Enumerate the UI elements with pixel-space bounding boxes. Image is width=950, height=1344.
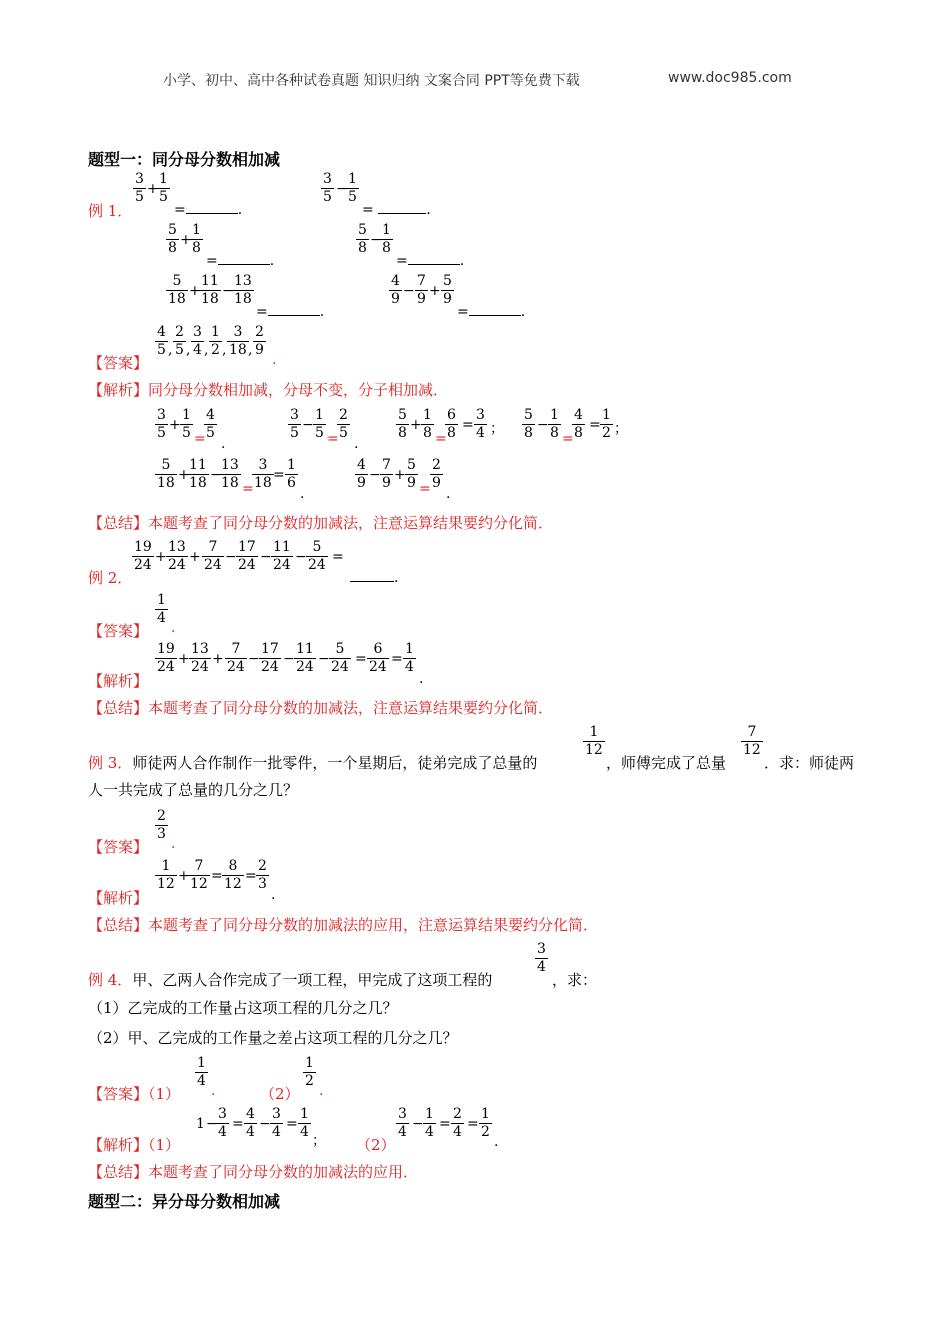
- fraction: 1 5: [159, 171, 168, 205]
- math-operator: = .: [256, 301, 324, 320]
- fraction: 1 5: [182, 407, 191, 441]
- fraction: 4 8: [574, 407, 583, 441]
- fraction: 5 8: [398, 407, 407, 441]
- fraction: 2 4: [453, 1106, 462, 1140]
- fraction: 4 9: [391, 273, 400, 307]
- fraction: 1 5: [348, 171, 357, 205]
- fraction: 11 18: [201, 273, 219, 307]
- fraction: 3 4: [537, 941, 546, 975]
- summary-label: 【总结】: [88, 916, 149, 934]
- math-operator: −: [206, 1116, 218, 1132]
- fraction: 3 5: [290, 407, 299, 441]
- ex4-question-1: （1）乙完成的工作量占这项工程的几分之几？: [88, 999, 398, 1017]
- fraction: 3 18: [229, 324, 247, 358]
- fraction: 4 5: [206, 407, 215, 441]
- fraction: 7 24: [227, 641, 245, 675]
- math-operator: =: [273, 467, 285, 483]
- fraction: 7 12: [743, 724, 761, 758]
- fraction: 6 24: [369, 641, 387, 675]
- fraction: 3 5: [323, 171, 332, 205]
- fraction: 1 8: [192, 222, 201, 256]
- math-operator: .: [271, 887, 276, 903]
- math-operator: = .: [396, 250, 464, 269]
- math-operator: = .: [457, 301, 525, 320]
- math-operator: −: [259, 1116, 271, 1132]
- math-operator: −: [336, 181, 348, 197]
- fraction: 19 24: [134, 539, 152, 573]
- math-operator: =: [211, 868, 223, 884]
- fraction: 7 24: [204, 539, 222, 573]
- fraction: 19 24: [157, 641, 175, 675]
- fraction: 4 5: [157, 324, 166, 358]
- fraction: 7 9: [417, 273, 426, 307]
- math-operator: +: [212, 651, 224, 667]
- fraction: 4 9: [357, 457, 366, 491]
- math-operator: =: [332, 549, 344, 565]
- ex1-answer-fractions: [155, 324, 275, 364]
- math-operator: ,: [222, 342, 227, 358]
- fraction: 13 24: [191, 641, 209, 675]
- math-operator: .: [272, 352, 277, 368]
- math-operator: .: [171, 836, 176, 852]
- math-operator: .: [446, 486, 451, 502]
- header-left: 小学、初中、高中各种试卷真题 知识归纳 文案合同 PPT等免费下载: [163, 73, 580, 89]
- math-operator: −: [318, 651, 330, 667]
- math-operator: =: [391, 651, 403, 667]
- fraction: 1 4: [405, 641, 414, 675]
- fraction: 2 3: [258, 858, 267, 892]
- ex2-solution: [155, 641, 435, 685]
- ex3-line1: 例 3．师徒两人合作制作一批零件，一个星期后，徒弟完成了总量的: [88, 754, 538, 772]
- math-operator: 1: [196, 1116, 205, 1132]
- fraction: 3 4: [218, 1106, 227, 1140]
- fraction: 1 2: [602, 407, 611, 441]
- fraction: 2 9: [255, 324, 264, 358]
- math-operator: −: [403, 283, 415, 299]
- header-url[interactable]: www.doc985.com: [668, 70, 792, 86]
- fraction: 3 4: [398, 1106, 407, 1140]
- fraction: 3 18: [254, 457, 272, 491]
- ex2-summary: 本题考查了同分母分数的加减法，注意运算结果要约分化简．: [148, 699, 554, 717]
- fraction: 1 12: [157, 858, 175, 892]
- fraction: 6 8: [447, 407, 456, 441]
- math-operator: +: [178, 651, 190, 667]
- math-operator: −: [370, 232, 382, 248]
- math-operator: .: [300, 486, 305, 502]
- ex4-summary: 本题考查了同分母分数的加减法的应用．: [148, 1163, 419, 1181]
- fraction: 2 5: [175, 324, 184, 358]
- fraction: 5 8: [168, 222, 177, 256]
- math-operator: ；: [614, 421, 628, 437]
- answer-blank[interactable]: [378, 199, 426, 214]
- fraction: 3 4: [476, 407, 485, 441]
- answer-blank[interactable]: [469, 301, 521, 316]
- example-2-label: 例 2．: [88, 569, 133, 587]
- math-operator: −: [369, 467, 381, 483]
- fraction: 7 12: [190, 858, 208, 892]
- fraction: 13 18: [234, 273, 252, 307]
- fraction: 7 9: [382, 457, 391, 491]
- example-3-label: 例 3．: [88, 754, 133, 772]
- math-operator: +: [180, 232, 192, 248]
- math-operator: −: [412, 1116, 424, 1132]
- math-operator: −: [210, 467, 222, 483]
- math-operator: +: [147, 181, 159, 197]
- answer-label: 【答案】: [88, 838, 149, 856]
- math-operator: = .: [362, 199, 431, 218]
- math-operator: −: [302, 417, 314, 433]
- math-operator: =: [232, 1116, 244, 1132]
- math-operator: =: [439, 1116, 451, 1132]
- section-title-2: 题型二：异分母分数相加减: [88, 1192, 281, 1211]
- math-operator: −: [260, 549, 272, 565]
- math-operator: +: [155, 549, 167, 565]
- answer-label: 【答案】: [88, 622, 149, 640]
- answer-blank[interactable]: [408, 250, 460, 265]
- fraction: 3 5: [135, 171, 144, 205]
- math-operator: =: [589, 417, 601, 433]
- math-operator: .: [354, 436, 359, 452]
- math-operator: =: [467, 1116, 479, 1132]
- math-operator: ,: [204, 342, 209, 358]
- summary-label: 【总结】: [88, 514, 149, 532]
- math-operator: =: [462, 417, 474, 433]
- math-operator: =: [355, 651, 367, 667]
- summary-label: 【总结】: [88, 699, 149, 717]
- fraction: 1 2: [481, 1106, 490, 1140]
- math-operator: =: [242, 481, 254, 497]
- math-operator: −: [225, 549, 237, 565]
- math-operator: .: [211, 1083, 216, 1099]
- example-1-label: 例 1．: [88, 202, 133, 220]
- fraction: 5 24: [308, 539, 326, 573]
- math-operator: =: [419, 481, 431, 497]
- fraction: 5 18: [168, 273, 186, 307]
- fraction: 5 24: [331, 641, 349, 675]
- fraction: 11 24: [273, 539, 291, 573]
- fraction: 3 5: [157, 407, 166, 441]
- fraction: 5 9: [443, 273, 452, 307]
- fraction: 1 2: [305, 1055, 314, 1089]
- math-operator: .: [350, 567, 398, 586]
- math-operator: ；: [312, 1133, 326, 1149]
- math-operator: −: [537, 417, 549, 433]
- fraction: 1 4: [157, 592, 166, 626]
- fraction: 5 18: [157, 457, 175, 491]
- math-operator: ,: [168, 342, 173, 358]
- answer-blank[interactable]: [268, 301, 320, 316]
- fraction: 13 18: [221, 457, 239, 491]
- fraction: 11 24: [296, 641, 314, 675]
- math-operator: +: [178, 467, 190, 483]
- answer-blank[interactable]: [218, 250, 270, 265]
- math-operator: −: [295, 549, 307, 565]
- fraction: 5 9: [407, 457, 416, 491]
- math-operator: =: [435, 431, 447, 447]
- math-operator: .: [221, 436, 226, 452]
- analysis-label: 【解析】: [88, 381, 149, 399]
- fraction: 1 8: [382, 222, 391, 256]
- fraction: 2 9: [432, 457, 441, 491]
- math-operator: = .: [206, 250, 274, 269]
- ex1-summary: 本题考查了同分母分数的加减法，注意运算结果要约分化简．: [148, 514, 554, 532]
- fraction: 8 12: [224, 858, 242, 892]
- math-operator: −: [248, 651, 260, 667]
- fraction: 1 12: [585, 724, 603, 758]
- fraction: 1 6: [287, 457, 296, 491]
- fraction: 3 4: [272, 1106, 281, 1140]
- ex4-question-2: （2）甲、乙完成的工作量之差占这项工程的几分之几？: [88, 1029, 458, 1047]
- answer-label: 【答案】: [88, 354, 149, 372]
- ex1-analysis-text: 同分母分数相加减，分母不变，分子相加减．: [148, 381, 449, 399]
- math-operator: .: [319, 1083, 324, 1099]
- math-operator: =: [286, 1116, 298, 1132]
- math-operator: +: [410, 417, 422, 433]
- math-operator: =: [562, 431, 574, 447]
- fraction: 2 5: [339, 407, 348, 441]
- ex2-expression: [132, 539, 412, 586]
- fraction: 11 18: [189, 457, 207, 491]
- fraction: 1 8: [550, 407, 559, 441]
- math-operator: +: [178, 868, 190, 884]
- math-operator: −: [222, 283, 234, 299]
- math-operator: ；: [490, 421, 504, 437]
- summary-label: 【总结】: [88, 1163, 149, 1181]
- math-operator: +: [189, 283, 201, 299]
- fraction: 5 8: [524, 407, 533, 441]
- fraction: 1 4: [425, 1106, 434, 1140]
- analysis-label: 【解析】: [88, 889, 149, 907]
- answer-blank[interactable]: [186, 199, 238, 214]
- math-operator: +: [429, 283, 441, 299]
- answer-label: 【答案】: [88, 1085, 149, 1103]
- math-operator: =: [327, 431, 339, 447]
- answer-blank[interactable]: [350, 567, 394, 582]
- fraction: 17 24: [238, 539, 256, 573]
- math-operator: .: [494, 1134, 499, 1150]
- math-operator: +: [394, 467, 406, 483]
- math-operator: =: [194, 431, 206, 447]
- fraction: 2 3: [157, 808, 166, 842]
- math-operator: ,: [186, 342, 191, 358]
- fraction: 13 24: [168, 539, 186, 573]
- ex3-summary: 本题考查了同分母分数的加减法的应用，注意运算结果要约分化简．: [148, 916, 599, 934]
- section-title-1: 题型一：同分母分数相加减: [88, 150, 281, 169]
- fraction: 4 4: [246, 1106, 255, 1140]
- analysis-label: 【解析】: [88, 672, 149, 690]
- math-operator: +: [169, 417, 181, 433]
- analysis-label: 【解析】: [88, 1136, 149, 1154]
- fraction: 1 8: [423, 407, 432, 441]
- fraction: 17 24: [261, 641, 279, 675]
- math-operator: = .: [174, 199, 242, 218]
- fraction: 1 4: [197, 1055, 206, 1089]
- math-operator: .: [419, 671, 424, 687]
- fraction: 1 5: [315, 407, 324, 441]
- fraction: 1 4: [300, 1106, 309, 1140]
- math-operator: ,: [248, 342, 253, 358]
- example-4-label: 例 4．: [88, 971, 133, 989]
- math-operator: =: [245, 868, 257, 884]
- math-operator: +: [189, 549, 201, 565]
- math-operator: .: [171, 620, 176, 636]
- fraction: 3 4: [193, 324, 202, 358]
- fraction: 1 2: [211, 324, 220, 358]
- fraction: 5 8: [358, 222, 367, 256]
- math-operator: −: [283, 651, 295, 667]
